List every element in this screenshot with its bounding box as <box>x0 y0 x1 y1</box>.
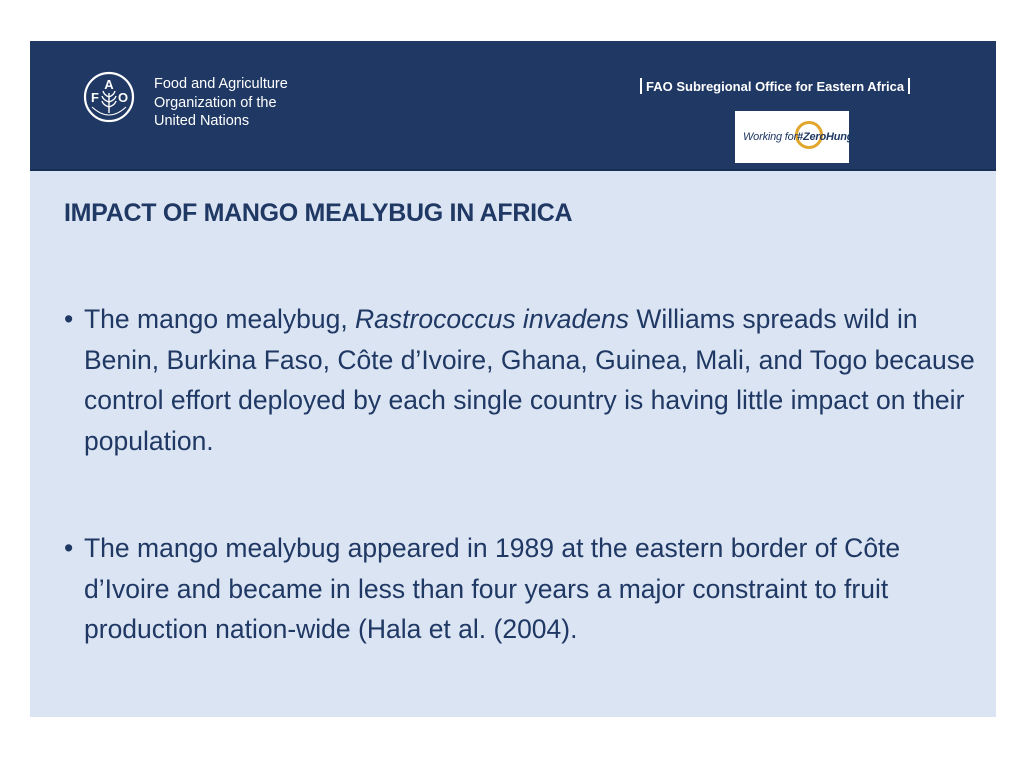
bullet-item-1 <box>64 299 984 462</box>
office-text: FAO Subregional Office for Eastern Africa <box>646 79 905 94</box>
logo-letter-f: F <box>91 90 99 105</box>
bullet-1-text-start: The mango mealybug, <box>84 304 356 334</box>
zero-hunger-badge <box>735 111 864 163</box>
bullet-2-text: The mango mealybug appeared in 1989 at the eastern border of Côte d’Ivoire and became in less than four years a major constraint to fruit production nation-wide (Hala et al. (2004). <box>84 532 901 645</box>
divider-bar-right <box>908 78 910 94</box>
slide-title: IMPACT OF MANGO MEALYBUG IN AFRICA <box>64 199 573 227</box>
zero-hunger-prefix: Working for <box>743 131 798 143</box>
office-label <box>636 78 914 94</box>
fao-logo-icon <box>83 71 135 123</box>
logo-letter-a: A <box>104 77 114 92</box>
bullet-item-2 <box>64 528 984 650</box>
bullet-1-text-end: Williams spreads wild in Benin, Burkina Faso, Côte d’Ivoire, Ghana, Guinea, Mali, and Togo because control effort deployed by each single country is having little impact on their population. <box>84 304 975 457</box>
logo-letter-o: O <box>117 90 129 105</box>
zero-hunger-tag: #ZeroHunger <box>797 131 864 143</box>
bullet-list <box>64 299 984 716</box>
org-name-line-1: Food and Agriculture <box>154 76 288 92</box>
header-banner <box>30 41 996 171</box>
org-name-line-2: Organization of the <box>154 94 277 111</box>
organization-name <box>154 75 288 131</box>
zero-hunger-text <box>743 131 863 143</box>
org-name-line-3: United Nations <box>154 113 250 129</box>
species-name: Rastrococcus invadens <box>355 304 630 334</box>
divider-bar-left <box>640 78 642 94</box>
slide <box>30 41 996 717</box>
